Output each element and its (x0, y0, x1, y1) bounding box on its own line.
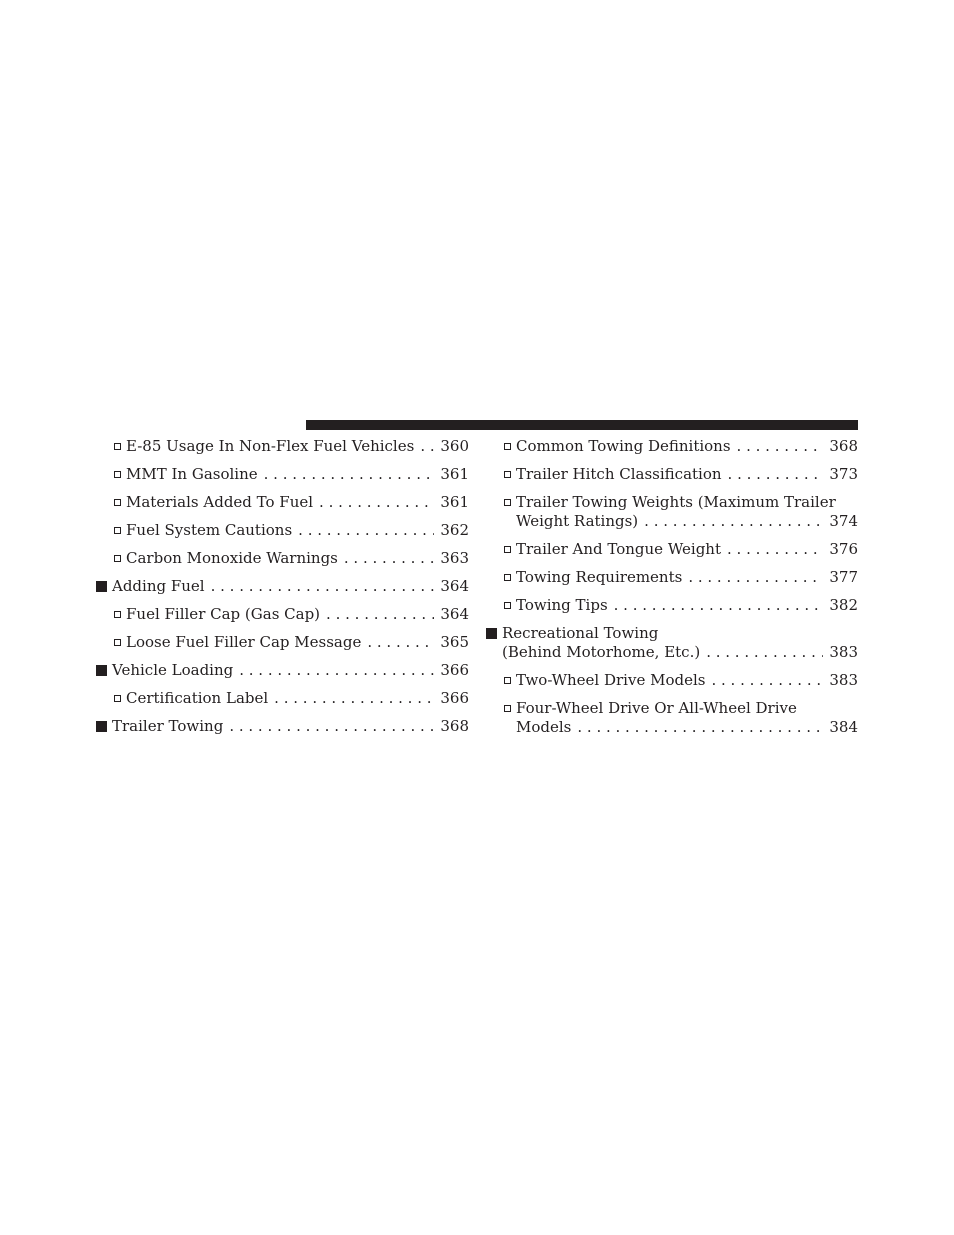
dot-leader (614, 596, 824, 615)
dot-leader (239, 661, 434, 680)
toc-page-number: 363 (440, 549, 469, 567)
toc-entry-title: MMT In Gasoline (126, 465, 258, 483)
toc-page-number: 366 (440, 689, 469, 707)
toc-subsection-entry[interactable] (96, 493, 469, 512)
hollow-square-bullet-icon (504, 677, 511, 684)
toc-subsection-entry[interactable] (486, 465, 858, 484)
toc-page-number: 364 (440, 577, 469, 595)
toc-subsection-entry[interactable] (96, 549, 469, 568)
toc-section-entry[interactable] (96, 717, 469, 736)
toc-page-number: 384 (829, 718, 858, 736)
toc-entry-title: Trailer And Tongue Weight (516, 540, 721, 558)
dot-leader (264, 465, 435, 484)
filled-square-bullet-icon (486, 628, 497, 639)
toc-subsection-entry[interactable] (96, 633, 469, 652)
toc-entry-title: Trailer Towing Weights (Maximum Trailer (516, 493, 836, 511)
filled-square-bullet-icon (96, 665, 107, 676)
toc-subsection-entry[interactable] (486, 540, 858, 559)
hollow-square-bullet-icon (504, 705, 511, 712)
dot-leader (737, 437, 824, 456)
hollow-square-bullet-icon (114, 499, 121, 506)
toc-subsection-entry[interactable] (486, 493, 858, 531)
toc-page-number: 373 (829, 465, 858, 483)
hollow-square-bullet-icon (504, 546, 511, 553)
toc-entry-title: Vehicle Loading (112, 661, 234, 679)
hollow-square-bullet-icon (114, 527, 121, 534)
toc-page-number: 383 (829, 671, 858, 689)
toc-entry-title: Towing Tips (516, 596, 608, 614)
hollow-square-bullet-icon (114, 471, 121, 478)
dot-leader (688, 568, 823, 587)
toc-entry-title: (Behind Motorhome, Etc.) (502, 643, 701, 661)
dot-leader (706, 643, 823, 662)
toc-entry-title: Recreational Towing (502, 624, 659, 642)
toc-entry-title: Two-Wheel Drive Models (516, 671, 706, 689)
toc-page-number: 366 (440, 661, 469, 679)
dot-leader (644, 512, 823, 531)
toc-page-number: 364 (440, 605, 469, 623)
dot-leader (326, 605, 434, 624)
toc-entry-title: Towing Requirements (516, 568, 683, 586)
toc-subsection-entry[interactable] (486, 596, 858, 615)
toc-section-entry[interactable] (486, 624, 858, 662)
dot-leader (711, 671, 823, 690)
toc-page-number: 365 (440, 633, 469, 651)
dot-leader (728, 465, 824, 484)
hollow-square-bullet-icon (504, 471, 511, 478)
toc-entry-title: Loose Fuel Filler Cap Message (126, 633, 362, 651)
toc-page-number: 362 (440, 521, 469, 539)
toc-subsection-entry[interactable] (96, 521, 469, 540)
dot-leader (274, 689, 434, 708)
toc-entry-title: Models (516, 718, 572, 736)
toc-entry-title: Materials Added To Fuel (126, 493, 314, 511)
section-header-bar (306, 420, 858, 430)
toc-entry-title: Carbon Monoxide Warnings (126, 549, 338, 567)
hollow-square-bullet-icon (504, 602, 511, 609)
toc-entry-title: Adding Fuel (112, 577, 205, 595)
hollow-square-bullet-icon (504, 443, 511, 450)
toc-page-number: 368 (829, 437, 858, 455)
toc-entry-title: E-85 Usage In Non-Flex Fuel Vehicles (126, 437, 415, 455)
dot-leader (229, 717, 434, 736)
toc-subsection-entry[interactable] (96, 465, 469, 484)
toc-subsection-entry[interactable] (486, 437, 858, 456)
toc-entry-title: Fuel System Cautions (126, 521, 293, 539)
filled-square-bullet-icon (96, 581, 107, 592)
toc-entry-title: Certification Label (126, 689, 269, 707)
toc-left-column (96, 437, 469, 745)
filled-square-bullet-icon (96, 721, 107, 732)
toc-section-entry[interactable] (96, 577, 469, 596)
toc-page-number: 377 (829, 568, 858, 586)
dot-leader (420, 437, 434, 456)
hollow-square-bullet-icon (114, 695, 121, 702)
toc-section-entry[interactable] (96, 661, 469, 680)
dot-leader (344, 549, 434, 568)
dot-leader (319, 493, 434, 512)
toc-right-column (486, 437, 858, 746)
dot-leader (367, 633, 434, 652)
toc-entry-title: Fuel Filler Cap (Gas Cap) (126, 605, 321, 623)
hollow-square-bullet-icon (114, 639, 121, 646)
toc-subsection-entry[interactable] (486, 671, 858, 690)
toc-page-number: 374 (829, 512, 858, 530)
hollow-square-bullet-icon (114, 443, 121, 450)
toc-entry-title: Four-Wheel Drive Or All-Wheel Drive (516, 699, 797, 717)
toc-subsection-entry[interactable] (96, 689, 469, 708)
hollow-square-bullet-icon (114, 555, 121, 562)
toc-subsection-entry[interactable] (486, 568, 858, 587)
dot-leader (577, 718, 823, 737)
toc-page-number: 368 (440, 717, 469, 735)
hollow-square-bullet-icon (504, 499, 511, 506)
toc-page-number: 361 (440, 465, 469, 483)
toc-entry-title: Weight Ratings) (516, 512, 639, 530)
toc-subsection-entry[interactable] (96, 605, 469, 624)
toc-subsection-entry[interactable] (486, 699, 858, 737)
dot-leader (298, 521, 434, 540)
toc-entry-title: Trailer Hitch Classification (516, 465, 722, 483)
dot-leader (211, 577, 435, 596)
toc-page-number: 361 (440, 493, 469, 511)
toc-page-number: 360 (440, 437, 469, 455)
toc-page-number: 383 (829, 643, 858, 661)
hollow-square-bullet-icon (504, 574, 511, 581)
hollow-square-bullet-icon (114, 611, 121, 618)
toc-subsection-entry[interactable] (96, 437, 469, 456)
toc-entry-title: Trailer Towing (112, 717, 224, 735)
toc-page-number: 382 (829, 596, 858, 614)
dot-leader (727, 540, 823, 559)
toc-entry-title: Common Towing Definitions (516, 437, 731, 455)
toc-page-number: 376 (829, 540, 858, 558)
